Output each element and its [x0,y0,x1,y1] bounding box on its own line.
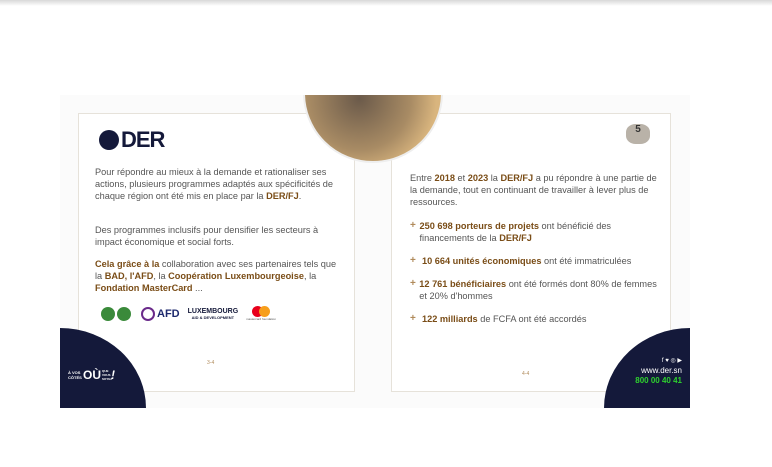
luxembourg-logo [188,308,239,320]
t: , la [303,271,317,281]
t: 12 761 bénéficiaires [419,279,507,289]
slogan: ! [111,368,115,382]
plus-icon: + [410,255,416,266]
t: 2023 [467,173,489,183]
t: Des programmes inclusifs pour densifier les secteurs à impact économique et social forts. [95,225,319,247]
t: mastercard foundation [246,317,277,321]
slogan: OÙ [83,368,101,382]
der-logo-icon [99,130,119,150]
der-logo [99,127,164,153]
phone-number: 800 00 40 41 [635,376,682,385]
slogan: QUE VOUS SOYEZ [102,369,113,381]
plus-icon: + [410,313,416,324]
t: LUXEMBOURG [187,307,239,315]
t: DER/FJ [266,191,299,201]
t: ont été immatriculées [541,256,632,266]
t: 250 698 porteurs de projets [419,221,539,231]
paragraph-2 [95,224,344,248]
website-link[interactable]: www.der.sn [641,366,682,375]
logo-text: DER [121,127,165,152]
anniversary-badge: 5 [626,124,650,144]
t: la [488,173,501,183]
plus-icon: + [410,278,416,289]
t: 10 664 unités économiques [422,256,542,266]
t: et [454,173,468,183]
t: ... [192,283,203,293]
t: ont été formés dont 80% de femmes et 20% d'hommes [419,279,657,301]
bad-logo [101,307,133,321]
t: Cela grâce à la [95,259,160,269]
top-bar [0,0,772,6]
slide [60,95,690,408]
afd-logo [141,307,180,321]
social-icons[interactable]: f ♥ ◎ ▶ [661,358,682,364]
mastercard-logo [246,306,276,321]
t: , la [153,271,169,281]
list-item [410,313,662,325]
t: AID & DEVELOPMENT [191,314,235,320]
t: 122 milliards [422,314,478,324]
t: Pour répondre au mieux à la demande et rationaliser ses actions, plusieurs programmes adaptés aux spécificités de chaque région ont été mis en place par la [95,167,333,201]
t: Fondation MasterCard [95,283,193,293]
slogan: À VOS CÔTÉS [68,370,82,380]
list-item [410,220,662,244]
intro [410,172,660,208]
t: a pu répondre à une partie de la demande, tout en continuant de travailler à lever plus de ressources. [410,173,657,207]
t: DER/FJ [500,173,534,183]
t: . [298,191,302,201]
paragraph-1 [95,166,344,202]
page-number: 3-4 [207,360,215,366]
t: collaboration avec ses partenaires tels que la [95,259,337,281]
page-number: 4-4 [522,371,530,377]
t: 2018 [434,173,455,183]
stats-list [410,220,662,336]
t: Coopération Luxembourgeoise [168,271,304,281]
list-item [410,278,662,302]
t: Entre [410,173,435,183]
t: DER/FJ [499,233,532,243]
t: AFD [157,307,180,320]
t: de FCFA ont été accordés [477,314,587,324]
partner-logos [101,306,276,321]
plus-icon: + [410,220,416,231]
paragraph-3 [95,258,344,294]
t: BAD, l'AFD [104,271,154,281]
t: ont bénéficié des financements de la [419,221,612,243]
list-item [410,255,662,267]
